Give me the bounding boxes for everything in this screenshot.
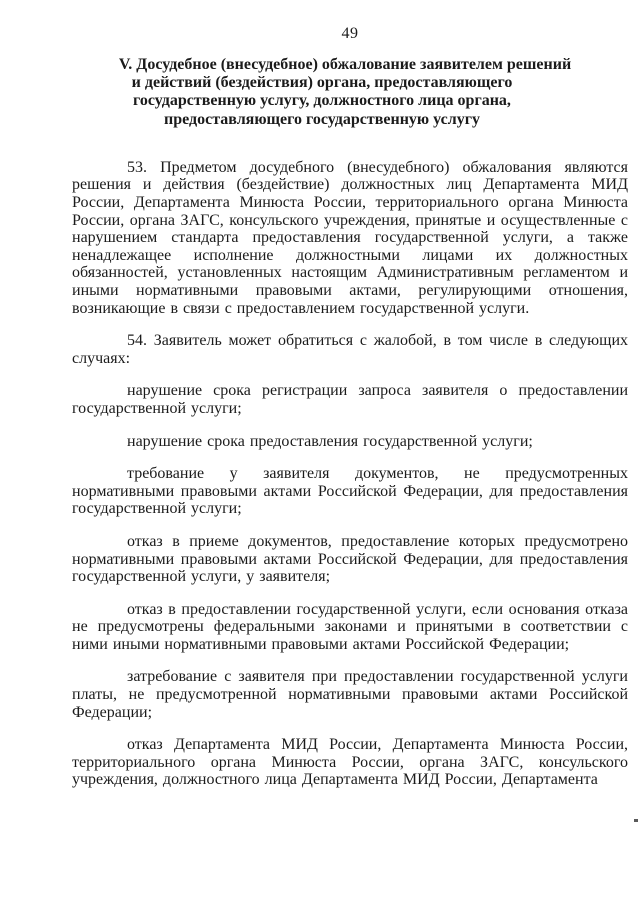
complaint-case-item: требование у заявителя документов, не предусмотренных нормативными правовыми актами Российской Федерации, для предоставления государственной услуги; (72, 465, 628, 518)
complaint-case-item: нарушение срока регистрации запроса заявителя о предоставлении государственной услуги; (72, 382, 628, 417)
complaint-case-item: нарушение срока предоставления государственной услуги; (127, 432, 533, 450)
page-number: 49 (341, 25, 359, 42)
scan-artifact (634, 819, 638, 822)
complaint-case-item: отказ в предоставлении государственной услуги, если основания отказа не предусмотрены федеральными законами и принятыми в соответствии с ними иными нормативными правовыми актами Российской Федерации; (72, 600, 628, 653)
paragraph-54: 54. Заявитель может обратиться с жалобой, в том числе в следующих случаях: (72, 332, 628, 367)
complaint-case-item: затребование с заявителя при предоставлении государственной услуги платы, не предусмотренной нормативными правовыми актами Российской Федерации; (72, 668, 628, 721)
paragraph-53: 53. Предметом досудебного (внесудебного) обжалования являются решения и действия (бездействие) должностных лиц Департамента МИД России, Департамента Минюста России, территориального органа Минюста России, органа ЗАГС, консульского учреждения, принятые и осуществленные с нарушением стандарта предоставления государственной услуги, а также ненадлежащее исполнение должностными лицами их должностных обязанностей, установленных настоящим Административным регламентом и иными нормативными правовыми актами, регулирующими отношения, возникающие в связи с предоставлением государственной услуги. (72, 158, 628, 317)
section-heading: V. Досудебное (внесудебное) обжалование заявителем решений и действий (бездействия) органа, предоставляющего государственную услугу, должностного лица органа, предоставляющего государственную услугу (118, 56, 572, 128)
complaint-case-item: отказ Департамента МИД России, Департамента Минюста России, территориального органа Минюста России, органа ЗАГС, консульского учреждения, должностного лица Департамента МИД России, Департамента (72, 736, 628, 789)
complaint-case-item: отказ в приеме документов, предоставление которых предусмотрено нормативными правовыми актами Российской Федерации, для предоставления государственной услуги, у заявителя; (72, 532, 628, 586)
